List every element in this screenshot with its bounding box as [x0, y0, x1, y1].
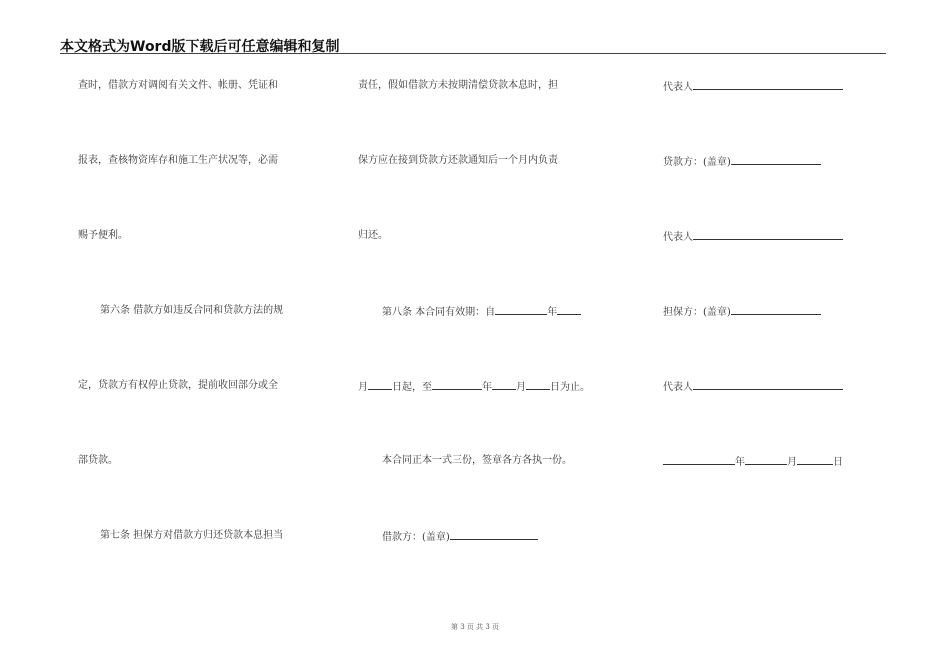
- guarantor-label: 担保方：(盖章): [663, 307, 731, 318]
- sign-month-label: 月: [787, 457, 797, 468]
- guarantor-line: [663, 305, 821, 319]
- left-line-3: 赐予便利。: [78, 230, 128, 241]
- end-day-label: 日为止。: [550, 382, 590, 393]
- lender-blank[interactable]: [731, 155, 821, 165]
- borrower-signature-line: [382, 530, 538, 544]
- sign-year-label: 年: [735, 457, 745, 468]
- sign-month-blank[interactable]: [745, 455, 787, 465]
- validity-line-start: [382, 305, 581, 319]
- sign-date-line: [663, 455, 843, 469]
- rep1-blank[interactable]: [693, 80, 843, 90]
- lender-line: [663, 155, 821, 169]
- rep3-blank[interactable]: [693, 380, 843, 390]
- middle-line-2: 保方应在接到贷款方还款通知后一个月内负责: [358, 155, 558, 166]
- left-line-6: 部贷款。: [78, 455, 118, 466]
- lender-label: 贷款方：(盖章): [663, 157, 731, 168]
- middle-line-3: 归还。: [358, 230, 388, 241]
- borrower-signature-blank[interactable]: [450, 530, 538, 540]
- left-line-2: 报表，查核物资库存和施工生产状况等，必需: [78, 155, 278, 166]
- start-day-label: 日起，至: [392, 382, 432, 393]
- sign-day-label: 日: [833, 457, 843, 468]
- left-line-4: 第六条 借款方如违反合同和贷款方法的规: [100, 305, 284, 316]
- start-day-blank[interactable]: [368, 380, 392, 390]
- rep2-label: 代表人: [663, 232, 693, 243]
- page-number-footer: 第 3 页 共 3 页: [450, 623, 500, 631]
- rep3-line: [663, 380, 843, 394]
- rep3-label: 代表人: [663, 382, 693, 393]
- start-year-blank[interactable]: [495, 305, 547, 315]
- end-year-label: 年: [482, 382, 492, 393]
- guarantor-blank[interactable]: [731, 305, 821, 315]
- end-day-blank[interactable]: [526, 380, 550, 390]
- sign-day-blank[interactable]: [797, 455, 833, 465]
- middle-line-1: 责任，假如借款方未按期清偿贷款本息时，担: [358, 80, 558, 91]
- left-line-1: 查时，借款方对调阅有关文件、帐册、凭证和: [78, 80, 278, 91]
- sign-year-blank[interactable]: [663, 455, 735, 465]
- validity-line-end: [358, 380, 590, 394]
- borrower-label: 借款方：(盖章): [382, 532, 450, 543]
- left-line-5: 定，贷款方有权停止贷款，提前收回部分或全: [78, 380, 278, 391]
- end-month-blank[interactable]: [492, 380, 516, 390]
- rep1-line: [663, 80, 843, 94]
- rep2-line: [663, 230, 843, 244]
- validity-intro: 第八条 本合同有效期：自: [382, 307, 496, 318]
- rep1-label: 代表人: [663, 82, 693, 93]
- start-month-label: 月: [358, 382, 368, 393]
- rep2-blank[interactable]: [693, 230, 843, 240]
- start-month-blank[interactable]: [557, 305, 581, 315]
- end-year-blank[interactable]: [432, 380, 482, 390]
- header-divider: [60, 53, 886, 54]
- page-header-title: 本文格式为Word版下载后可任意编辑和复制: [60, 39, 340, 55]
- end-month-label: 月: [516, 382, 526, 393]
- start-year-label: 年: [547, 307, 558, 318]
- copies-line: 本合同正本一式三份，签章各方各执一份。: [382, 455, 572, 466]
- left-line-7: 第七条 担保方对借款方归还贷款本息担当: [100, 530, 284, 541]
